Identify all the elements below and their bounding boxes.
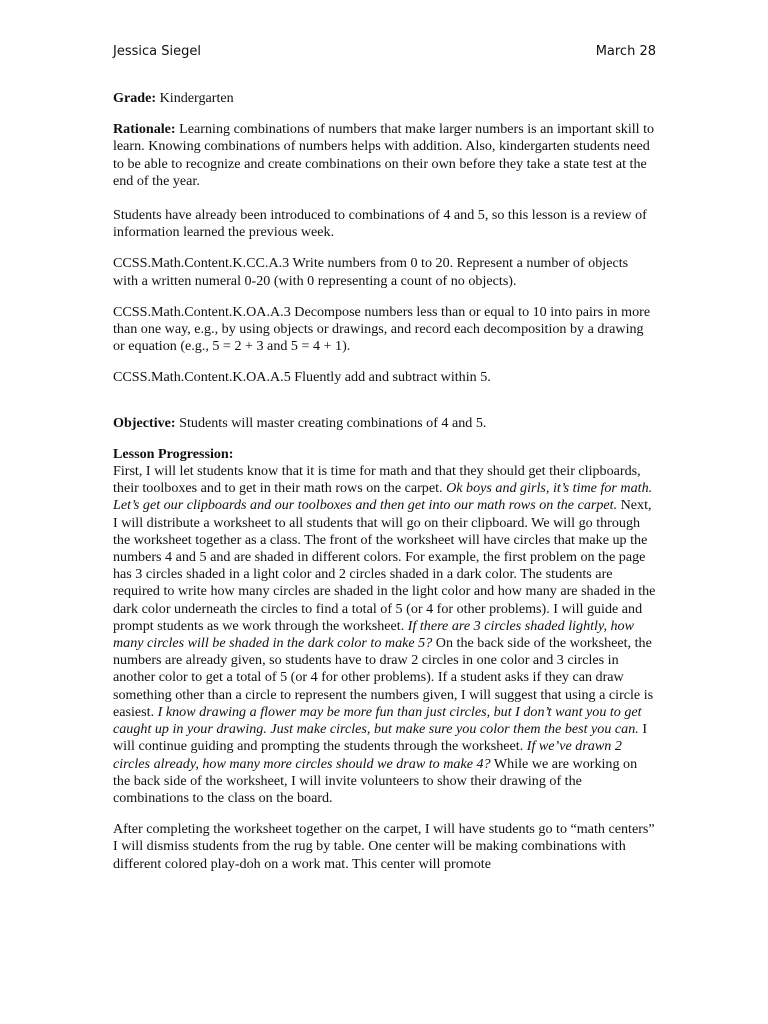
rationale-text: Learning combinations of numbers that make larger numbers is an important skill to learn. Knowing combinations of numbers helps with addition. Also, kindergarten students need to be able to recognize and create combinations on their own before they take a state test at the end of the year. bbox=[113, 121, 655, 189]
grade-value: Kindergarten bbox=[159, 90, 234, 106]
lesson-paragraph-2: After completing the worksheet together on the carpet, I will have students go to “math centers” I will dismiss students from the rug by table. One center will be making combinations with different colored play-doh on a work mat. This center will promote bbox=[113, 821, 655, 872]
lesson-text-4: I will continue guiding and prompting the students through the worksheet. bbox=[113, 721, 648, 755]
lesson-text-3: On the back side of the worksheet, the numbers are already given, so students have to draw 2 circles in one color and 3 circles in another color to get a total of 5 (or 4 for other problems). If a student asks if they can draw something other than a circle to represent the numbers given, I will suggest that using a circle is easiest. bbox=[113, 635, 654, 720]
objective-text: Students will master creating combinations of 4 and 5. bbox=[179, 414, 487, 431]
lesson-quote-1: Ok boys and girls, it’s time for math. Let’s get our clipboards and our toolboxes and then get into our math rows on the carpet. bbox=[113, 480, 653, 514]
standard-3: CCSS.Math.Content.K.OA.A.5 Fluently add and subtract within 5. bbox=[113, 369, 491, 386]
lesson-text-1: First, I will let students know that it is time for math and that they should get their clipboards, their toolboxes and to get in their math rows on the carpet. bbox=[113, 463, 641, 497]
author-name: Jessica Siegel bbox=[113, 44, 201, 59]
lesson-text-2: Next, I will distribute a worksheet to all students that will go on their clipboard. We will go through the worksheet together as a class. The front of the worksheet will have circles that make up the numbers 4 and 5 and are shaded in different colors. For example, the first problem on the page has 3 circles shaded in a light color and 2 circles shaded in a dark color. The students are required to write how many circles are shaded in the light color and how many are shaded in the dark color underneath the circles to find a total of 5 (or 4 for other problems). I will guide and prompt students as we work through the worksheet. bbox=[113, 497, 656, 634]
header-date: March 28 bbox=[595, 44, 656, 59]
lesson-text-5: While we are working on the back side of the worksheet, I will invite volunteers to show their drawing of the combinations to the class on the board. bbox=[113, 755, 638, 806]
document-body bbox=[113, 90, 656, 873]
objective-label: Objective: bbox=[113, 414, 176, 431]
lesson-heading bbox=[113, 446, 656, 463]
lesson-quote-2: If there are 3 circles shaded lightly, how many circles will be shaded in the dark color to make 5? bbox=[113, 617, 634, 652]
lesson-quote-4: If we’ve drawn 2 circles already, how many more circles should we draw to make 4? bbox=[113, 738, 622, 772]
lesson-heading-text: Lesson Progression: bbox=[113, 445, 234, 462]
grade-label: Grade: bbox=[113, 90, 157, 106]
lesson-paragraph-1 bbox=[113, 463, 656, 807]
review-note: Students have already been introduced to combinations of 4 and 5, so this lesson is a review of information learned the previous week. bbox=[113, 207, 647, 241]
grade-line bbox=[113, 90, 656, 107]
lesson-quote-3: I know drawing a flower may be more fun than just circles, but I don’t want you to get caught up in your drawing. Just make circles, but make sure you color them the best you can. bbox=[113, 703, 642, 738]
objective-paragraph bbox=[113, 415, 656, 432]
rationale-label: Rationale: bbox=[113, 121, 176, 138]
standard-1: CCSS.Math.Content.K.CC.A.3 Write numbers from 0 to 20. Represent a number of objects with a written numeral 0-20 (with 0 representing a count of no objects). bbox=[113, 255, 629, 289]
standard-2: CCSS.Math.Content.K.OA.A.3 Decompose numbers less than or equal to 10 into pairs in more than one way, e.g., by using objects or drawings, and record each decomposition by a drawing or equation (e.g., 5 = 2 + 3 and 5 = 4 + 1). bbox=[113, 303, 651, 355]
rationale-paragraph bbox=[113, 121, 656, 190]
